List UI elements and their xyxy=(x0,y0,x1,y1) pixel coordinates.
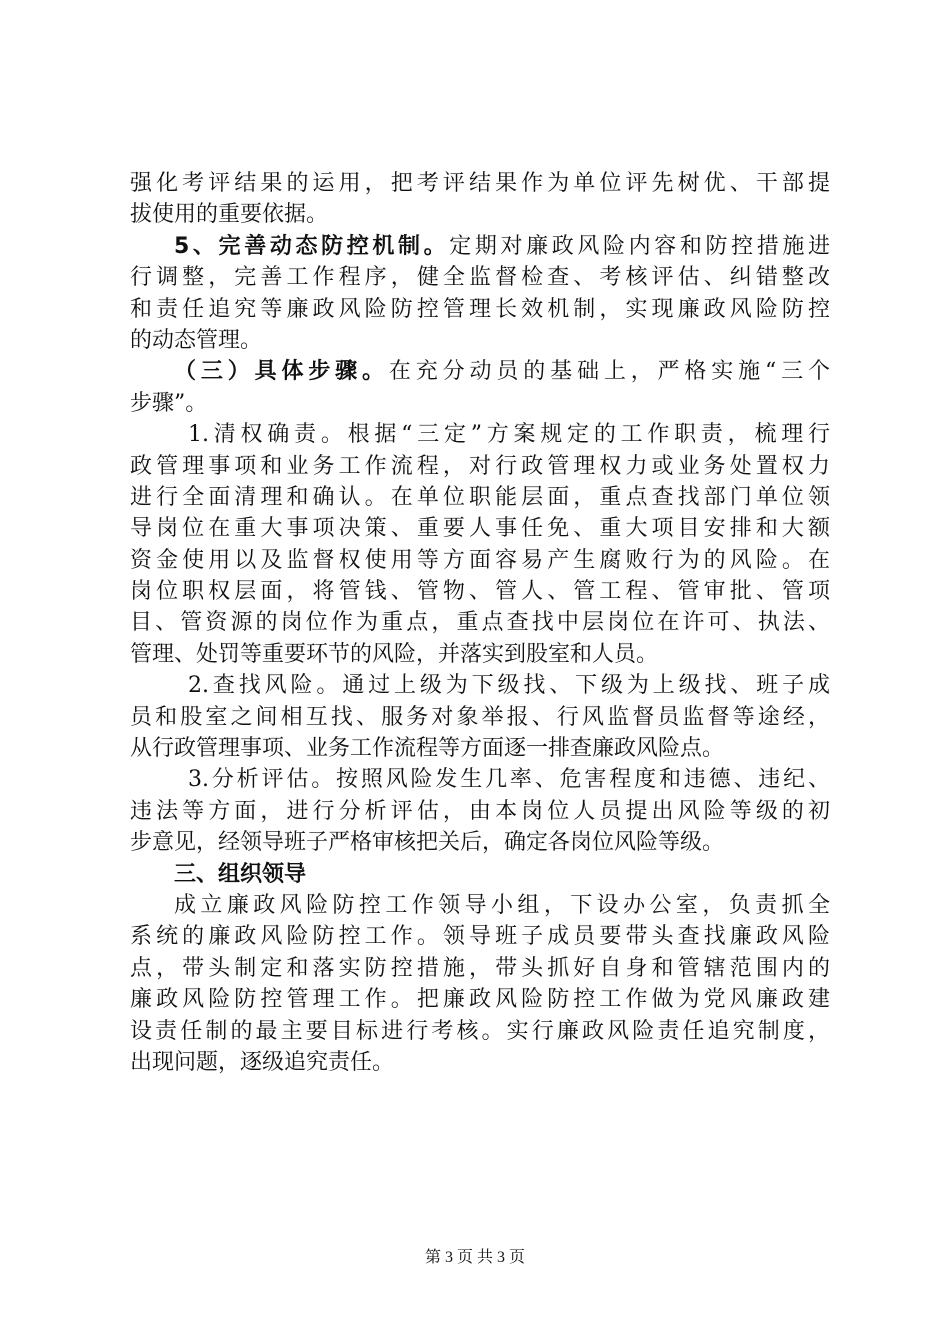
text-line: 资金使用以及监督权使用等方面容易产生腐败行为的风险。在 xyxy=(130,547,830,573)
text-line: 3.分析评估。按照风险发生几率、危害程度和违德、违纪、 xyxy=(188,767,830,793)
text-line xyxy=(130,356,830,387)
text-line xyxy=(130,231,830,262)
text-line: 系统的廉政风险防控工作。领导班子成员要带头查找廉政风险 xyxy=(130,924,830,950)
text-line: 设责任制的最主要目标进行考核。实行廉政风险责任追究制度， xyxy=(130,1018,830,1044)
text-line: 1.清权确责。根据“三定”方案规定的工作职责，梳理行 xyxy=(188,422,830,448)
section-heading: 三、组织领导 xyxy=(174,861,307,887)
text-line: 出现问题，逐级追究责任。 xyxy=(130,1049,395,1075)
text-line: 拔使用的重要依据。 xyxy=(130,202,329,228)
text-line: 行调整，完善工作程序，健全监督检查、考核评估、纠错整改 xyxy=(130,265,830,291)
text-line: 廉政风险防控管理工作。把廉政风险防控工作做为党风廉政建 xyxy=(130,987,830,1013)
document-body xyxy=(130,168,830,1078)
text-line xyxy=(130,859,830,890)
text-line: 目、管资源的岗位作为重点，重点查找中层岗位在许可、执法、 xyxy=(130,610,830,636)
text-line: 步骤”。 xyxy=(130,390,208,416)
text-line: 导岗位在重大事项决策、重要人事任免、重大项目安排和大额 xyxy=(130,516,830,542)
text-line: 岗位职权层面，将管钱、管物、管人、管工程、管审批、管项 xyxy=(130,579,830,605)
text-line: 从行政管理事项、业务工作流程等方面逐一排查廉政风险点。 xyxy=(130,736,725,762)
text-run: 在充分动员的基础上，严格实施“三个 xyxy=(388,359,830,385)
text-line: 和责任追究等廉政风险防控管理长效机制，实现廉政风险防控 xyxy=(130,296,830,322)
text-run: 定期对廉政风险内容和防控措施进 xyxy=(449,233,830,259)
section-heading: （三）具体步骤。 xyxy=(174,359,389,385)
text-line: 违法等方面，进行分析评估，由本岗位人员提出风险等级的初 xyxy=(130,798,830,824)
text-line: 政管理事项和业务工作流程，对行政管理权力或业务处置权力 xyxy=(130,453,830,479)
text-line: 点，带头制定和落实防控措施，带头抓好自身和管辖范围内的 xyxy=(130,955,830,981)
text-line: 步意见，经领导班子严格审核把关后，确定各岗位风险等级。 xyxy=(130,830,725,856)
section-heading: 5、完善动态防控机制。 xyxy=(174,233,450,259)
text-line: 员和股室之间相互找、服务对象举报、行风监督员监督等途经， xyxy=(130,704,830,730)
text-line: 成立廉政风险防控工作领导小组，下设办公室，负责抓全 xyxy=(174,892,830,918)
page-number-footer: 第 3 页 共 3 页 xyxy=(424,1249,525,1266)
text-line: 的动态管理。 xyxy=(130,327,263,353)
text-line: 管理、处罚等重要环节的风险，并落实到股室和人员。 xyxy=(130,641,659,667)
text-line: 强化考评结果的运用，把考评结果作为单位评先树优、干部提 xyxy=(130,171,830,196)
text-line: 进行全面清理和确认。在单位职能层面，重点查找部门单位领 xyxy=(130,484,830,510)
text-line: 2.查找风险。通过上级为下级找、下级为上级找、班子成 xyxy=(188,673,830,699)
